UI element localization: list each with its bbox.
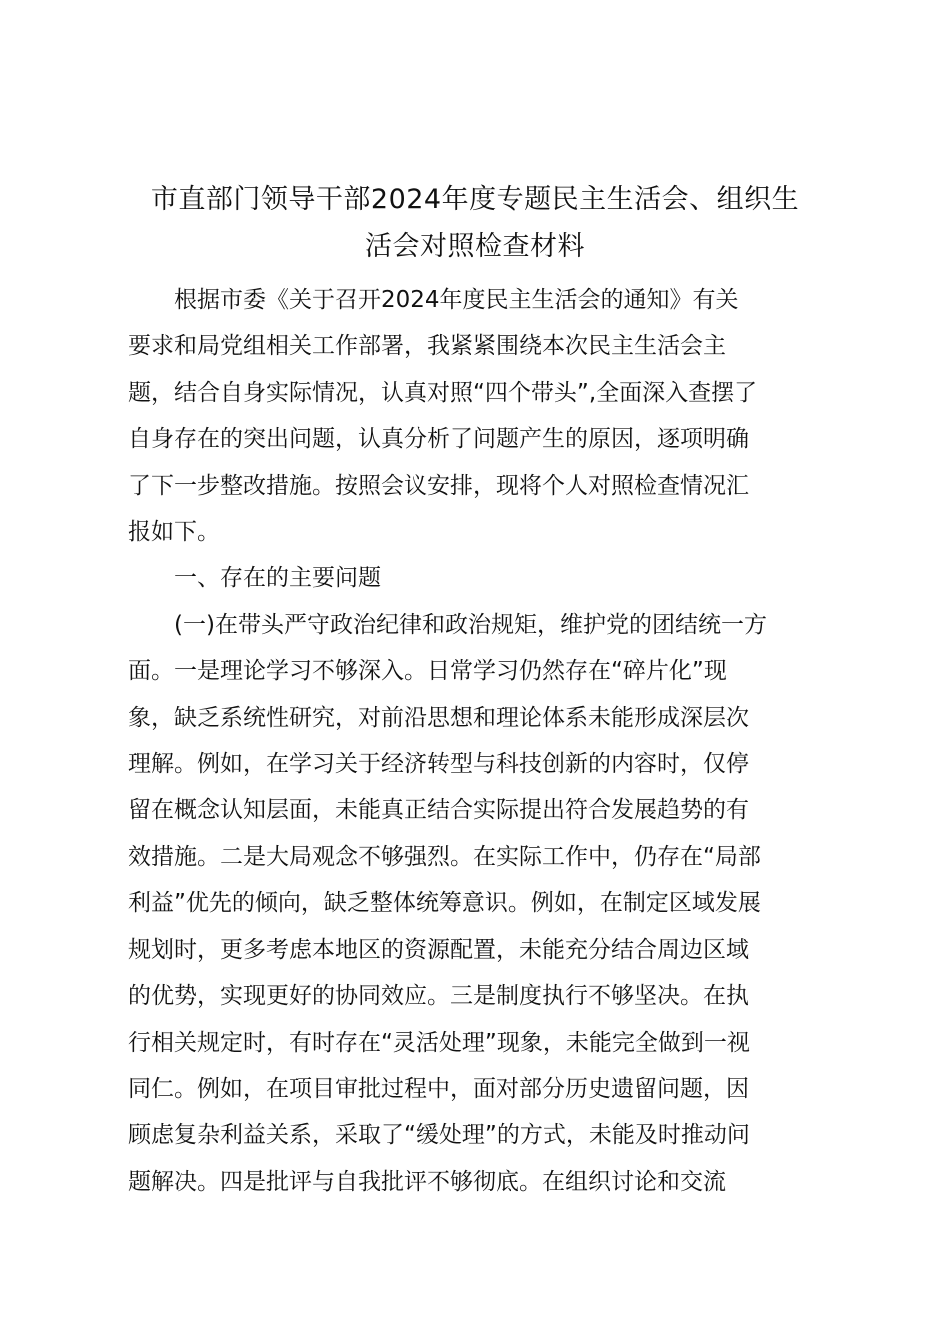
text-line: 根据市委《关于召开2024年度民主生活会的通知》有关 [174, 287, 739, 313]
text-line: 的优势，实现更好的协同效应。三是制度执行不够坚决。在执 [128, 983, 749, 1010]
text-line: 顾虑复杂利益关系，采取了“缓处理”的方式，未能及时推动问 [128, 1122, 750, 1149]
text-line: 同仁。例如，在项目审批过程中，面对部分历史遗留问题，因 [128, 1075, 749, 1102]
section-heading: 一、存在的主要问题 [174, 565, 381, 592]
text-line: 象，缺乏系统性研究，对前沿思想和理论体系未能形成深层次 [128, 704, 749, 731]
text-line: 题解决。四是批评与自我批评不够彻底。在组织讨论和交流 [128, 1168, 726, 1195]
text-line: 题，结合自身实际情况，认真对照“四个带头”,全面深入查摆了 [128, 379, 758, 406]
document-body [128, 277, 830, 1205]
text-line: 要求和局党组相关工作部署，我紧紧围绕本次民主生活会主 [128, 333, 726, 360]
text-line: 利益”优先的倾向，缺乏整体统筹意识。例如，在制定区域发展 [128, 890, 761, 917]
text-line: 效措施。二是大局观念不够强烈。在实际工作中，仍存在“局部 [128, 843, 761, 870]
section-paragraph [128, 602, 830, 1205]
title-line: 市直部门领导干部2024年度专题民主生活会、组织生 [150, 184, 800, 215]
text-line: 自身存在的突出问题，认真分析了问题产生的原因，逐项明确 [128, 426, 749, 453]
text-line: 面。一是理论学习不够深入。日常学习仍然存在“碎片化”现 [128, 658, 727, 685]
document-title [120, 176, 830, 270]
text-line: 行相关规定时，有时存在“灵活处理”现象，未能完全做到一视 [128, 1029, 750, 1056]
text-line: 了下一步整改措施。按照会议安排，现将个人对照检查情况汇 [128, 472, 749, 499]
text-line: (一)在带头严守政治纪律和政治规矩，维护党的团结统一方 [174, 611, 767, 638]
text-line: 留在概念认知层面，未能真正结合实际提出符合发展趋势的有 [128, 797, 749, 824]
title-line: 活会对照检查材料 [365, 231, 585, 262]
text-line: 规划时，更多考虑本地区的资源配置，未能充分结合周边区域 [128, 936, 749, 963]
text-line: 报如下。 [128, 519, 220, 546]
intro-paragraph [128, 277, 830, 555]
text-line: 理解。例如，在学习关于经济转型与科技创新的内容时，仅停 [128, 751, 749, 778]
